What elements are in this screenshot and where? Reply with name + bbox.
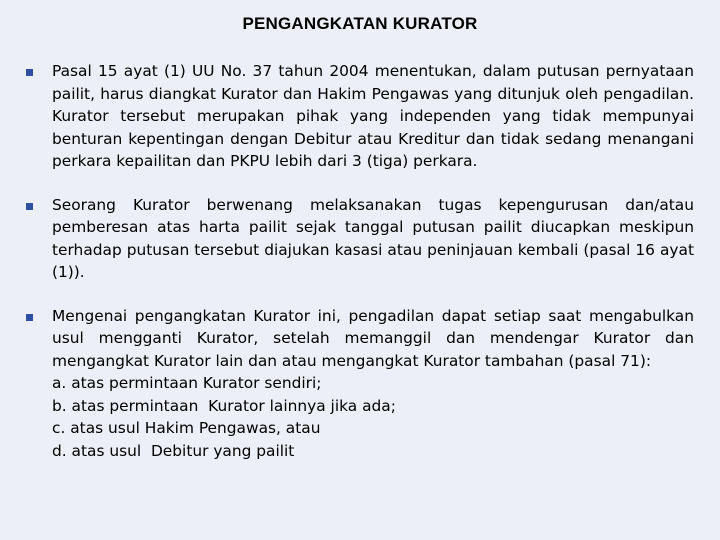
sub-list-item: a. atas permintaan Kurator sendiri; bbox=[52, 374, 322, 392]
bullet-text: Mengenai pengangkatan Kurator ini, pengadilan dapat setiap saat mengabulkan usul mengganti Kurator, setelah memanggil dan mendengar Kurator dan mengangkat Kurator lain dan atau mengangkat Kurator tambahan (pasal 71): bbox=[52, 306, 694, 370]
bullet-item bbox=[22, 60, 694, 173]
bullet-item bbox=[22, 194, 694, 284]
slide-title: PENGANGKATAN KURATOR bbox=[242, 14, 478, 33]
sub-list-item: d. atas usul Debitur yang pailit bbox=[52, 441, 295, 460]
bullet-text: Pasal 15 ayat (1) UU No. 37 tahun 2004 menentukan, dalam putusan pernyataan pailit, harus diangkat Kurator dan Hakim Pengawas yang ditunjuk oleh pengadilan. Kurator tersebut merupakan pihak yang independen yang tidak mempunyai benturan kepentingan dengan Debitur atau Kreditur dan tidak sedang menangani perkara kepailitan dan PKPU lebih dari 3 (tiga) perkara. bbox=[52, 62, 694, 170]
bullet-item bbox=[22, 305, 694, 463]
sub-list-item: b. atas permintaan Kurator lainnya jika ada; bbox=[52, 396, 396, 415]
square-bullet-icon bbox=[26, 69, 33, 76]
bullet-text: Seorang Kurator berwenang melaksanakan tugas kepengurusan dan/atau pemberesan atas harta pailit sejak tanggal putusan pailit diucapkan meskipun terhadap putusan tersebut diajukan kasasi atau peninjauan kembali (pasal 16 ayat (1)). bbox=[52, 195, 694, 281]
bullet-list bbox=[22, 60, 694, 483]
sub-list bbox=[52, 372, 694, 462]
sub-list-item: c. atas usul Hakim Pengawas, atau bbox=[52, 419, 321, 437]
square-bullet-icon bbox=[26, 203, 33, 210]
square-bullet-icon bbox=[26, 314, 33, 321]
